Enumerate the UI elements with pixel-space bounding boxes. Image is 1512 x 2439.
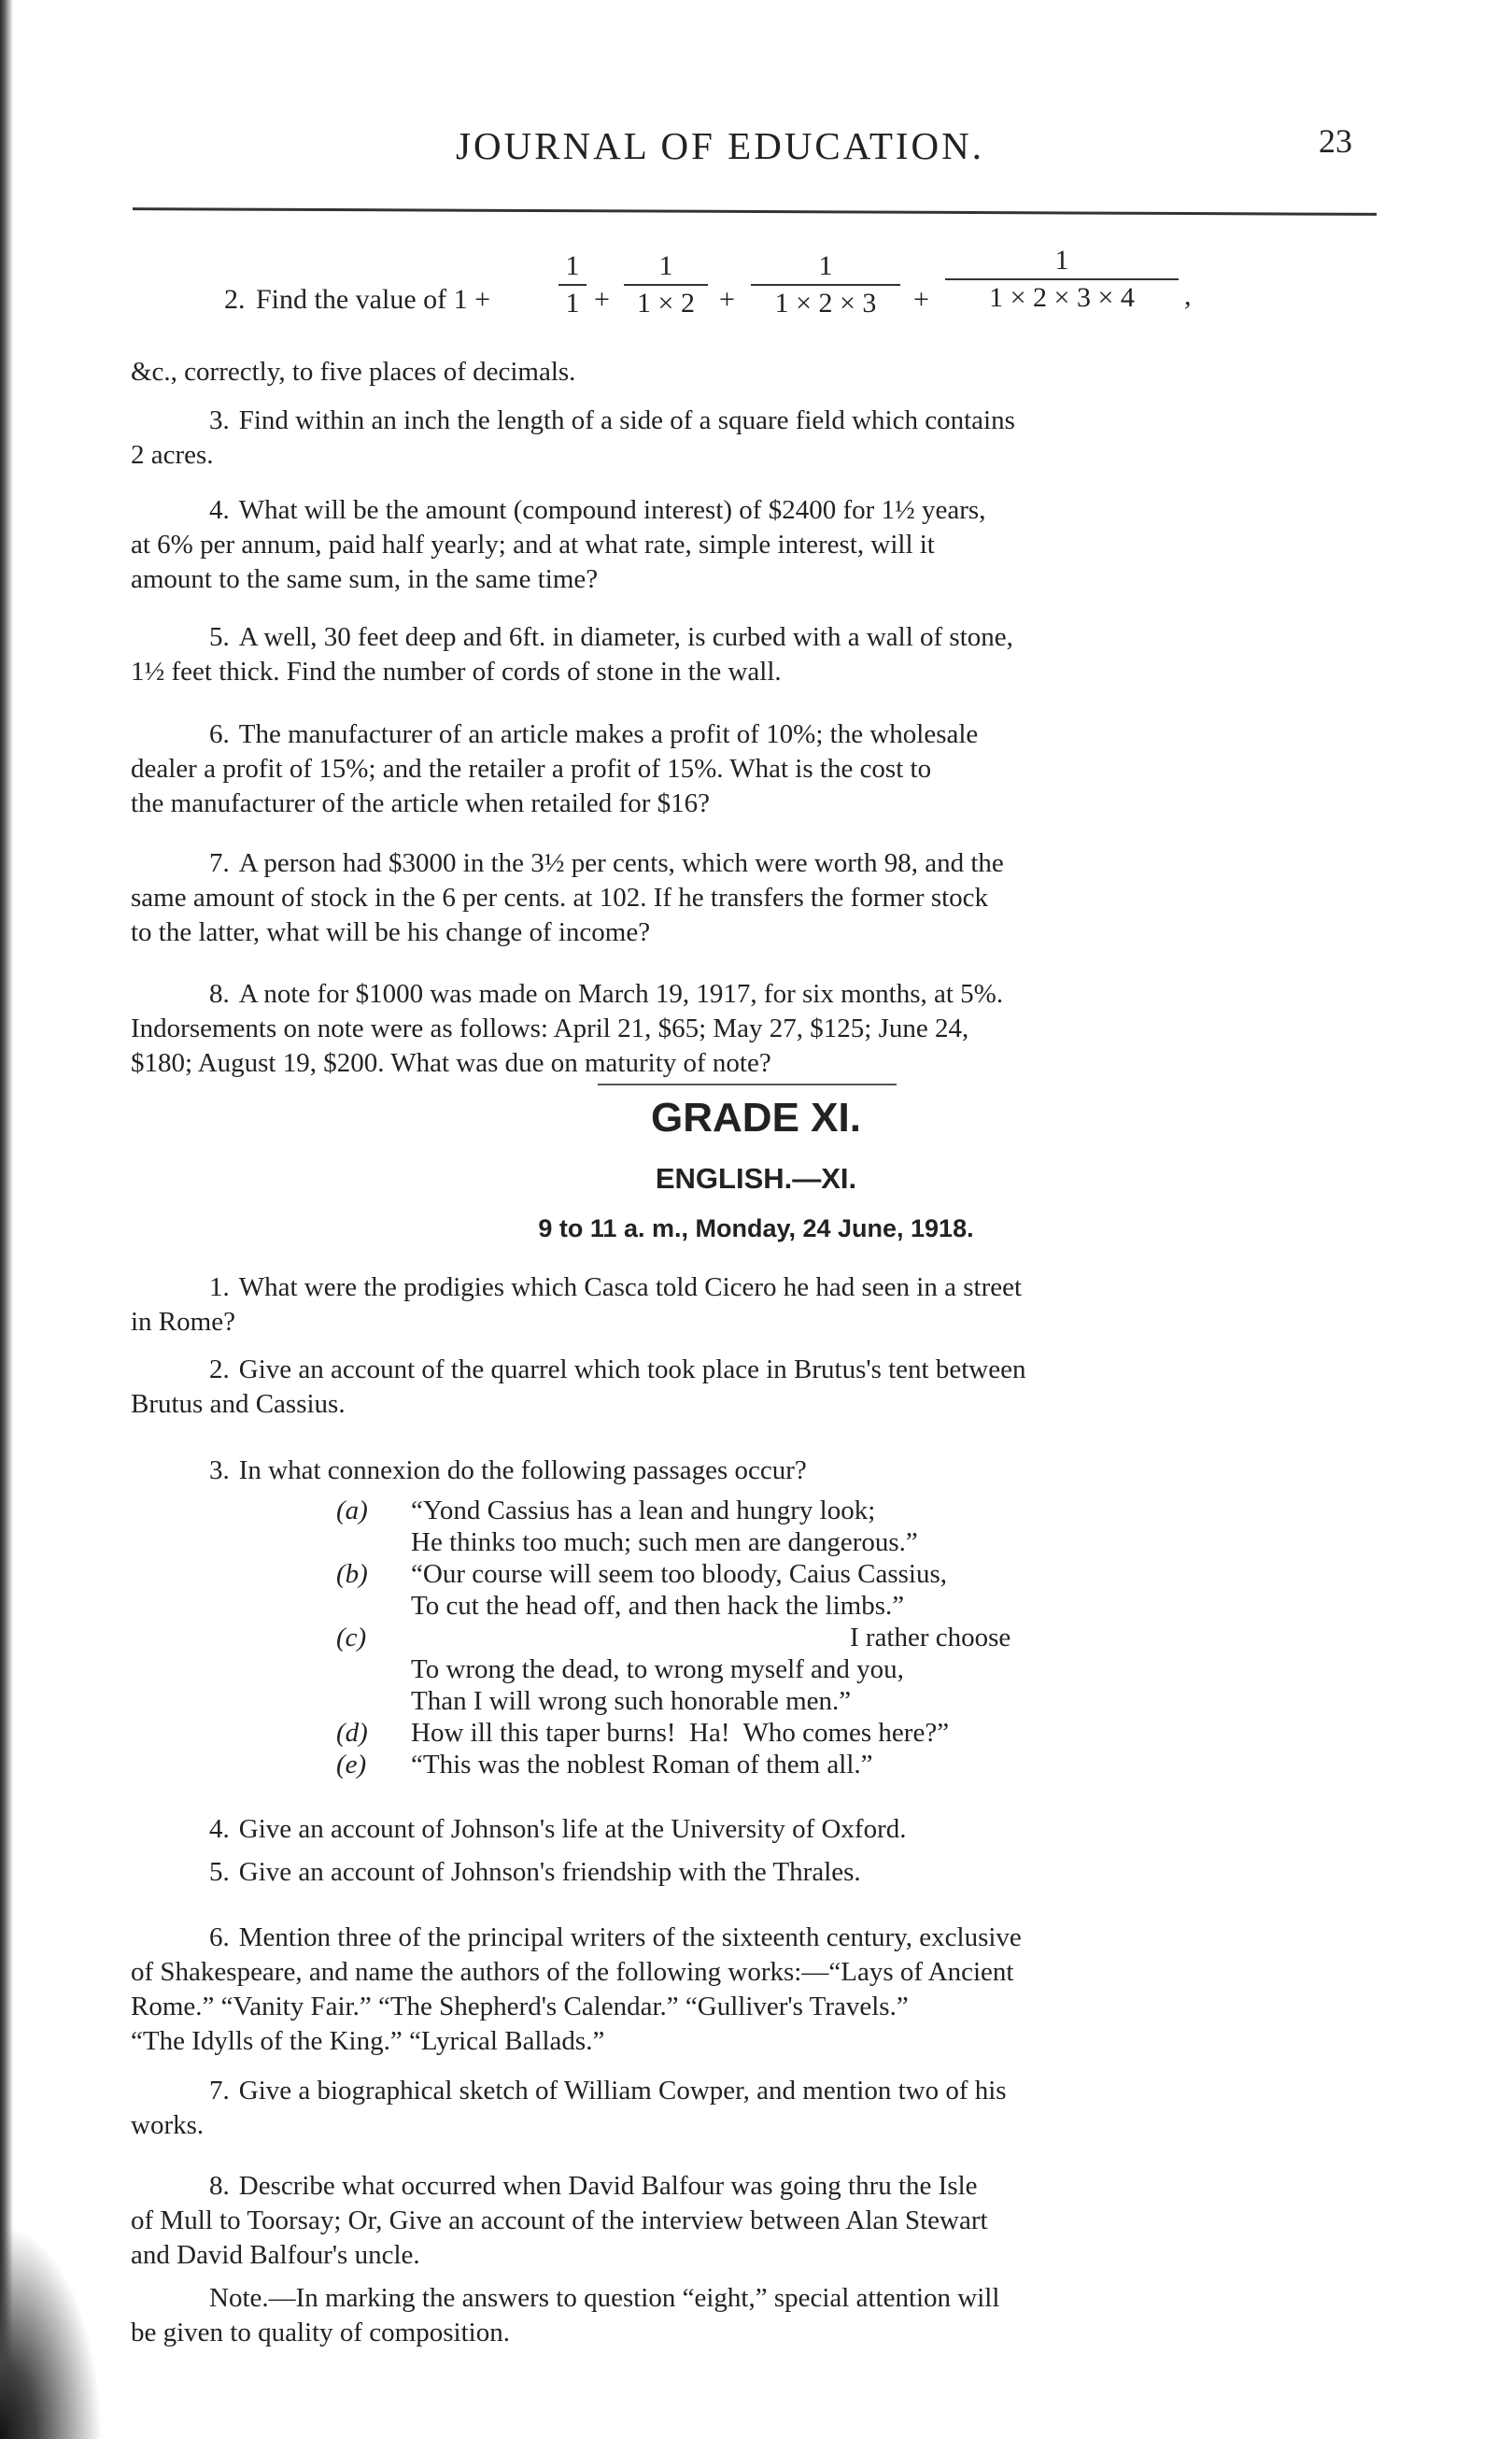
subject-title: ENGLISH.—XI.	[655, 1162, 857, 1195]
question-4: 4. What will be the amount (compound interest) of $2400 for 1½ years, at 6% per annum, paid half yearly; and at what rate, simple interest, will it amount to the same sum, in the same time?	[131, 495, 986, 594]
english-question-8: 8. Describe what occurred when David Balfour was going thru the Isle of Mull to Toorsay; Or, Give an account of the interview between Alan Stewart and David Balfour's uncle.	[131, 2171, 988, 2270]
fraction-3: 1 1 × 2 × 3	[751, 250, 900, 319]
fraction-4: 1 1 × 2 × 3 × 4	[945, 245, 1179, 314]
english-question-5: 5. Give an account of Johnson's friendship with the Thrales.	[209, 1857, 861, 1887]
english-question-7: 7. Give a biographical sketch of William Cowper, and mention two of his works.	[131, 2076, 1007, 2140]
scan-smudge	[0, 2223, 103, 2439]
question-5: 5. A well, 30 feet deep and 6ft. in diameter, is curbed with a wall of stone, 1½ feet thick. Find the number of cords of stone in the wall.	[131, 622, 1013, 687]
english-question-2: 2. Give an account of the quarrel which took place in Brutus's tent between Brutus and Cassius.	[131, 1354, 1026, 1419]
question-2-formula	[224, 230, 1382, 361]
header-rule	[133, 207, 1377, 216]
running-header	[0, 123, 1512, 179]
plus-3: +	[913, 284, 929, 315]
passage-d: (d) How ill this taper burns! Ha! Who comes here?”	[336, 1718, 950, 1748]
passage-b: (b) “Our course will seem too bloody, Caius Cassius, To cut the head off, and then hack the limbs.”	[336, 1559, 948, 1621]
fraction-2: 1 1 × 2	[624, 250, 708, 319]
english-question-6: 6. Mention three of the principal writers of the sixteenth century, exclusive of Shakespeare, and name the authors of the following works:—“Lays of Ancient Rome.” “Vanity Fair.” “The Shepherd's Calendar.” “Gulliver's Travels.” “The Idylls of the King.” “Lyrical Ballads.”	[131, 1922, 1022, 2056]
passage-list	[336, 1495, 1317, 1780]
question-7: 7. A person had $3000 in the 3½ per cents, which were worth 98, and the same amount of stock in the 6 per cents. at 102. If he transfers the former stock to the latter, what will be his change of income?	[131, 848, 1004, 947]
grade-title: GRADE XI.	[651, 1095, 861, 1141]
english-question-3: 3. In what connexion do the following passages occur?	[209, 1455, 807, 1485]
plus-2: +	[719, 284, 735, 315]
exam-time: 9 to 11 a. m., Monday, 24 June, 1918.	[538, 1214, 974, 1242]
passage-e: (e) “This was the noblest Roman of them all.”	[336, 1750, 873, 1780]
question-6: 6. The manufacturer of an article makes a profit of 10%; the wholesale dealer a profit of 15%; and the retailer a profit of 15%. What is the cost to the manufacturer of the article when retailed for $16?	[131, 719, 979, 818]
question-2-number: 2.	[224, 284, 246, 315]
question-3: 3. Find within an inch the length of a side of a square field which contains 2 acres.	[131, 405, 1015, 470]
journal-title: JOURNAL OF EDUCATION.	[456, 124, 985, 167]
formula-tail: ,	[1184, 280, 1192, 311]
english-question-4: 4. Give an account of Johnson's life at the University of Oxford.	[209, 1814, 907, 1844]
question-2-continuation: &c., correctly, to five places of decimals.	[131, 357, 576, 387]
fraction-1: 1 1	[558, 250, 586, 319]
question-8: 8. A note for $1000 was made on March 19, 1917, for six months, at 5%. Indorsements on note were as follows: April 21, $65; May 27, $125; June 24, $180; August 19, $200. What was due on maturity of note?	[131, 979, 1004, 1078]
section-divider	[598, 1084, 897, 1085]
marking-note: Note.—In marking the answers to question “eight,” special attention will be given to quality of composition.	[131, 2283, 1000, 2347]
passage-c: (c) I rather choose To wrong the dead, to wrong myself and you, Than I will wrong such honorable men.”	[336, 1623, 1011, 1716]
page-number: 23	[1319, 122, 1352, 160]
question-2-lead: Find the value of 1 +	[256, 284, 491, 315]
passage-a: (a) “Yond Cassius has a lean and hungry look; He thinks too much; such men are dangerous.”	[336, 1496, 918, 1557]
english-question-1: 1. What were the prodigies which Casca told Cicero he had seen in a street in Rome?	[131, 1272, 1023, 1337]
plus-1: +	[594, 284, 610, 315]
